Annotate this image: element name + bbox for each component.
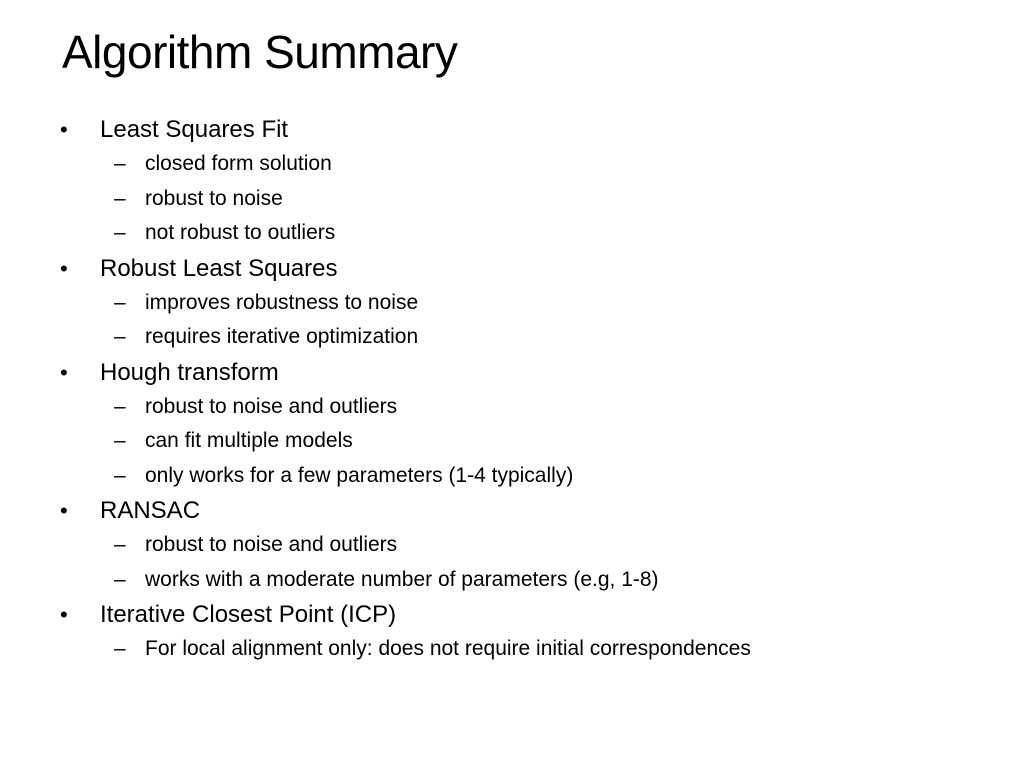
dash-icon: – <box>114 290 126 314</box>
bullet-label: RANSAC <box>100 497 201 524</box>
dash-icon: – <box>114 567 126 591</box>
sub-bullet-item <box>60 182 990 217</box>
sub-bullet-item <box>60 286 990 321</box>
sub-bullet-label: robust to noise <box>145 186 283 210</box>
dash-icon: – <box>114 152 126 175</box>
dash-icon: – <box>114 186 126 210</box>
bullet-item <box>60 597 990 632</box>
bullet-item <box>60 112 990 147</box>
bullet-group-robust-least-squares <box>60 251 990 355</box>
bullet-icon: • <box>60 602 68 627</box>
sub-bullet-item <box>60 320 990 355</box>
bullet-group-icp <box>60 597 990 667</box>
sub-bullet-item <box>60 390 990 425</box>
dash-icon: – <box>114 429 126 452</box>
sub-bullet-label: improves robustness to noise <box>145 290 419 314</box>
sub-bullet-label: requires iterative optimization <box>145 325 419 348</box>
bullet-item <box>60 251 990 286</box>
sub-bullet-label: closed form solution <box>145 152 332 175</box>
sub-bullet-label: not robust to outliers <box>145 221 336 244</box>
bullet-item <box>60 493 990 528</box>
bullet-icon: • <box>60 359 68 385</box>
bullet-icon: • <box>60 498 68 523</box>
sub-bullet-item <box>60 147 990 182</box>
sub-bullet-item <box>60 528 990 563</box>
dash-icon: – <box>114 221 126 244</box>
bullet-item <box>60 355 990 390</box>
bullet-icon: • <box>60 117 68 142</box>
dash-icon: – <box>114 394 126 418</box>
sub-bullet-label: robust to noise and outliers <box>145 394 398 418</box>
bullet-group-hough <box>60 355 990 494</box>
dash-icon: – <box>114 637 126 660</box>
bullet-label: Iterative Closest Point (ICP) <box>100 601 397 628</box>
dash-icon: – <box>114 463 126 487</box>
bullet-list <box>60 112 990 667</box>
sub-bullet-label: For local alignment only: does not require initial correspondences <box>145 637 751 660</box>
sub-bullet-label: works with a moderate number of parameters (e.g, 1-8) <box>145 567 659 591</box>
sub-bullet-item <box>60 632 990 667</box>
dash-icon: – <box>114 533 126 556</box>
sub-bullet-label: can fit multiple models <box>145 429 353 452</box>
bullet-label: Hough transform <box>100 358 279 386</box>
bullet-label: Robust Least Squares <box>100 254 338 282</box>
bullet-group-least-squares <box>60 112 990 251</box>
slide-title: Algorithm Summary <box>62 26 458 78</box>
sub-bullet-item <box>60 563 990 598</box>
bullet-label: Least Squares Fit <box>100 116 289 143</box>
sub-bullet-item <box>60 424 990 459</box>
dash-icon: – <box>114 325 126 348</box>
sub-bullet-item <box>60 216 990 251</box>
sub-bullet-label: only works for a few parameters (1-4 typically) <box>145 463 574 487</box>
bullet-group-ransac <box>60 493 990 597</box>
bullet-icon: • <box>60 255 68 281</box>
sub-bullet-label: robust to noise and outliers <box>145 533 398 556</box>
sub-bullet-item <box>60 459 990 494</box>
